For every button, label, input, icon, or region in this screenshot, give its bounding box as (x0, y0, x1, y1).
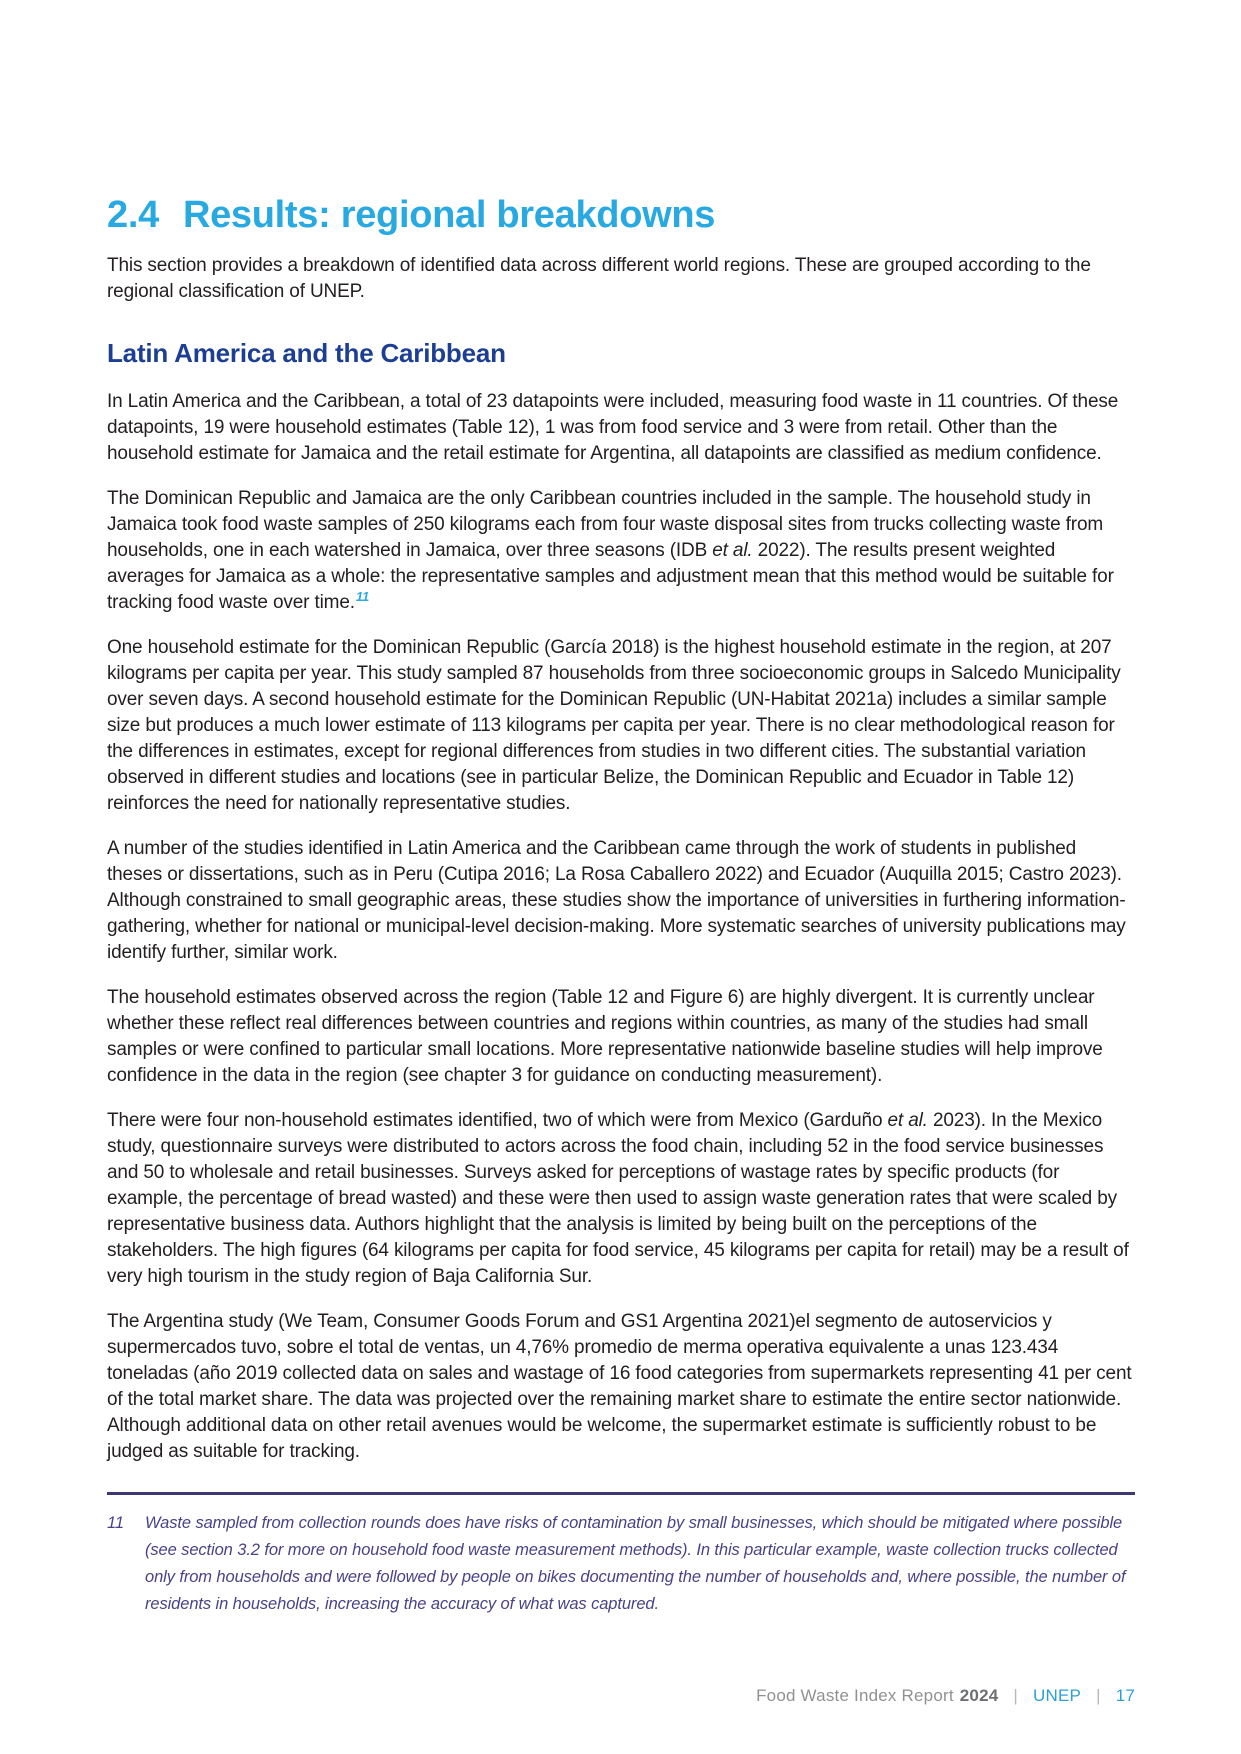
page-content (107, 0, 1135, 1465)
footnote-body (107, 1510, 1135, 1618)
body-paragraph (107, 635, 1135, 817)
footer-report-year: 2024 (959, 1686, 999, 1705)
paragraph-text: 2022). The results present weighted averages for Jamaica as a whole: the representative samples and adjustment mean that this method would be suitable for tracking food waste over time. (107, 540, 1114, 613)
body-paragraph (107, 486, 1135, 616)
page-footer (756, 1686, 1135, 1706)
footnote-number: 11 (107, 1514, 124, 1532)
footer-org-name: UNEP (1033, 1686, 1082, 1705)
footnote-text: Waste sampled from collection rounds does have risks of contamination by small businesses, which should be mitigated where possible (see section 3.2 for more on household food waste measurement methods). In this particular example, waste collection trucks collected only from households and were followed by people on bikes documenting the number of households and, where possible, the number of residents in households, increasing the accuracy of what was captured. (145, 1514, 1126, 1613)
body-paragraph (107, 985, 1135, 1089)
body-paragraphs (107, 389, 1135, 1465)
footnote-reference: 11 (355, 589, 370, 604)
paragraph-text: The household estimates observed across the region (Table 12 and Figure 6) are highly divergent. It is currently unclear whether these reflect real differences between countries and regions within countries, as many of the studies had small samples or were confined to particular small locations. More representative nationwide baseline studies will help improve confidence in the data in the region (see chapter 3 for guidance on conducting measurement). (107, 987, 1103, 1086)
body-paragraph (107, 389, 1135, 467)
paragraph-text: In Latin America and the Caribbean, a total of 23 datapoints were included, measuring food waste in 11 countries. Of these datapoints, 19 were household estimates (Table 12), 1 was from food service and 3 were from retail. Other than the household estimate for Jamaica and the retail estimate for Argentina, all datapoints are classified as medium confidence. (107, 391, 1119, 464)
footnote-divider (107, 1492, 1135, 1495)
footer-separator: | (1013, 1686, 1019, 1705)
subsection-heading: Latin America and the Caribbean (107, 338, 506, 368)
body-paragraph (107, 1309, 1135, 1465)
paragraph-text: The Dominican Republic and Jamaica are the only Caribbean countries included in the sample. The household study in Jamaica took food waste samples of 250 kilograms each from four waste disposal sites from trucks collecting waste from households, one in each watershed in Jamaica, over three seasons (IDB (107, 488, 1104, 561)
footnote-block (107, 1492, 1135, 1618)
footer-separator: | (1096, 1686, 1101, 1705)
paragraph-text: There were four non-household estimates identified, two of which were from Mexico (Garduño (107, 1110, 888, 1131)
italic-text: et al. (887, 1110, 928, 1131)
italic-text: et al. (712, 540, 753, 561)
paragraph-text: The Argentina study (We Team, Consumer Goods Forum and GS1 Argentina 2021)el segmento de autoservicios y supermercados tuvo, sobre el total de ventas, un 4,76% promedio de merma operativa equivalente a unas 123.434 toneladas (año 2019 collected data on sales and wastage of 16 food categories from supermarkets representing 41 per cent of the total market share. The data was projected over the remaining market share to estimate the entire sector nationwide. Although additional data on other retail avenues would be welcome, the supermarket estimate is sufficiently robust to be judged as suitable for tracking. (107, 1311, 1132, 1462)
paragraph-text: 2023). In the Mexico study, questionnaire surveys were distributed to actors across the food chain, including 52 in the food service businesses and 50 to wholesale and retail businesses. Surveys asked for perceptions of wastage rates by specific products (for example, the percentage of bread wasted) and these were then used to assign waste generation rates that were scaled by representative business data. Authors highlight that the analysis is limited by being built on the perceptions of the stakeholders. The high figures (64 kilograms per capita for food service, 45 kilograms per capita for retail) may be a result of very high tourism in the study region of Baja California Sur. (107, 1110, 1129, 1287)
body-paragraph (107, 1108, 1135, 1290)
section-title: Results: regional breakdowns (182, 194, 716, 236)
section-intro-paragraph: This section provides a breakdown of identified data across different world regions. These are grouped according to the regional classification of UNEP. (107, 255, 1091, 302)
footer-report-title: Food Waste Index Report (756, 1686, 954, 1705)
section-heading (107, 193, 1135, 237)
section-number: 2.4 (107, 194, 159, 236)
paragraph-text: One household estimate for the Dominican Republic (García 2018) is the highest household estimate in the region, at 207 kilograms per capita per year. This study sampled 87 households from three socioeconomic groups in Salcedo Municipality over seven days. A second household estimate for the Dominican Republic (UN-Habitat 2021a) includes a similar sample size but produces a much lower estimate of 113 kilograms per capita per year. There is no clear methodological reason for the differences in estimates, except for regional differences from studies in two different cities. The substantial variation observed in different studies and locations (see in particular Belize, the Dominican Republic and Ecuador in Table 12) reinforces the need for nationally representative studies. (107, 637, 1121, 814)
body-paragraph (107, 836, 1135, 966)
paragraph-text: A number of the studies identified in Latin America and the Caribbean came through the work of students in published theses or dissertations, such as in Peru (Cutipa 2016; La Rosa Caballero 2022) and Ecuador (Auquilla 2015; Castro 2023). Although constrained to small geographic areas, these studies show the importance of universities in furthering information-gathering, whether for national or municipal-level decision-making. More systematic searches of university publications may identify further, similar work. (107, 838, 1126, 963)
footer-page-number: 17 (1115, 1686, 1135, 1705)
